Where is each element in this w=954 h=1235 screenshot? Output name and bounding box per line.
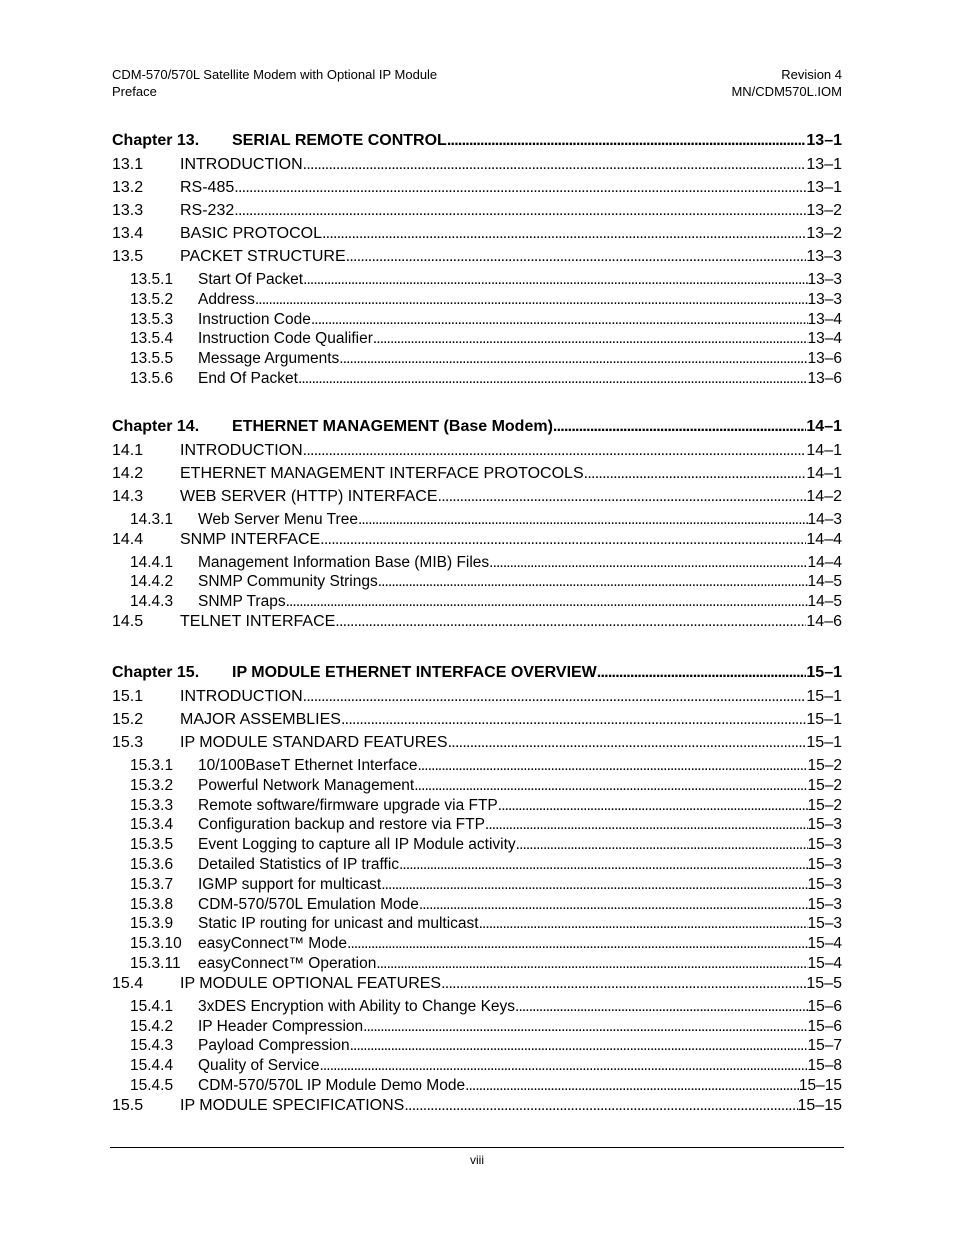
- dot-leader: [320, 531, 806, 549]
- toc-entry-title: Web Server Menu Tree: [198, 510, 358, 528]
- dot-leader: [358, 511, 808, 529]
- toc-entry-title: End Of Packet: [198, 369, 298, 387]
- dot-leader: [350, 1037, 808, 1055]
- toc-entry-title: BASIC PROTOCOL: [180, 225, 322, 242]
- toc-entry[interactable]: [112, 915, 842, 935]
- toc-entry[interactable]: [112, 330, 842, 350]
- toc-entry-number: 15.4.4: [130, 1057, 174, 1075]
- dot-leader: [341, 711, 806, 729]
- dot-leader: [515, 998, 807, 1016]
- toc-entry-page: 14–2: [806, 487, 842, 505]
- dot-leader: [363, 1018, 807, 1036]
- toc-entry-number: 14.4: [112, 530, 144, 548]
- toc-entry-title: easyConnect™ Mode: [198, 935, 348, 953]
- toc-entry-page: 14–5: [807, 593, 842, 611]
- toc-entry-page: 13–6: [807, 350, 842, 368]
- dot-leader: [339, 350, 807, 368]
- toc-entry-number: 14.4.2: [130, 573, 174, 591]
- toc-entry-number: 15.3.11: [130, 954, 181, 972]
- toc-entry-number: 13.3: [112, 202, 144, 219]
- toc-entry-page: 14–3: [807, 510, 842, 528]
- dot-leader: [399, 856, 808, 874]
- toc-entry-page: 15–3: [807, 915, 842, 933]
- toc-entry-title: Message Arguments: [198, 350, 340, 368]
- toc-entry[interactable]: [112, 225, 842, 248]
- toc-entry-page: 14–1: [806, 417, 842, 435]
- toc-entry-page: 15–3: [807, 895, 842, 913]
- toc-entry-title: SERIAL REMOTE CONTROL: [232, 132, 447, 149]
- toc-entry-number: 14.3: [112, 487, 144, 505]
- dot-leader: [584, 465, 807, 483]
- toc-entry-title: RS-485: [180, 179, 235, 196]
- toc-entry-number: 15.3.5: [130, 836, 174, 854]
- toc-entry-page: 15–8: [807, 1057, 842, 1075]
- toc-entry-page: 15–4: [807, 935, 842, 953]
- toc-entry[interactable]: [112, 370, 842, 390]
- dot-leader: [376, 955, 807, 973]
- toc-entry-page: 15–2: [807, 796, 842, 814]
- toc-entry-number: 14.1: [112, 441, 144, 459]
- toc-entry[interactable]: [112, 511, 842, 531]
- toc-entry-number: 13.2: [112, 179, 144, 196]
- chapter-spacer: [112, 390, 842, 418]
- toc-entry[interactable]: [112, 1097, 842, 1120]
- toc-entry-number: 13.1: [112, 156, 144, 173]
- toc-entry-number: 15.4: [112, 974, 144, 992]
- toc-entry-title: IP MODULE ETHERNET INTERFACE OVERVIEW: [232, 663, 597, 681]
- dot-leader: [465, 1077, 799, 1095]
- toc-entry-page: 15–3: [807, 855, 842, 873]
- dot-leader: [479, 915, 808, 933]
- dot-leader: [498, 797, 808, 815]
- toc-entry-number: 15.3.9: [130, 915, 174, 933]
- toc-entry-title: IP Header Compression: [198, 1017, 364, 1035]
- dot-leader: [346, 248, 807, 266]
- dot-leader: [417, 757, 807, 775]
- toc-entry[interactable]: [112, 442, 842, 465]
- dot-leader: [303, 442, 807, 460]
- toc-entry-page: 13–4: [807, 330, 842, 348]
- toc-entry-number: 13.5.6: [130, 369, 174, 387]
- toc-entry-page: 15–3: [807, 875, 842, 893]
- toc-entry[interactable]: [112, 271, 842, 291]
- toc-entry[interactable]: [112, 1037, 842, 1057]
- toc-entry-number: 13.5.5: [130, 350, 174, 368]
- toc-entry-page: 13–1: [806, 179, 842, 196]
- toc-entry-title: RS-232: [180, 202, 235, 219]
- toc-entry-page: 15–5: [806, 974, 842, 992]
- toc-entry-page: 14–4: [806, 530, 842, 548]
- toc-entry-page: 13–2: [806, 225, 842, 242]
- toc-entry-number: 15.3.4: [130, 816, 174, 834]
- dot-leader: [322, 225, 806, 243]
- toc-entry-title: Event Logging to capture all IP Module activity: [198, 836, 516, 854]
- toc-entry-title: Address: [198, 290, 255, 308]
- dot-leader: [553, 418, 807, 436]
- toc-entry-title: easyConnect™ Operation: [198, 954, 377, 972]
- toc-entry-number: 13.5.4: [130, 330, 174, 348]
- toc-entry[interactable]: [112, 593, 842, 613]
- toc-entry-title: CDM-570/570L Emulation Mode: [198, 895, 419, 913]
- dot-leader: [347, 935, 807, 953]
- dot-leader: [303, 271, 807, 289]
- toc-entry-title: INTRODUCTION: [180, 441, 303, 459]
- toc-entry-number: Chapter 15.: [112, 663, 200, 681]
- toc-entry-number: Chapter 13.: [112, 132, 200, 149]
- toc-entry-title: IP MODULE OPTIONAL FEATURES: [180, 974, 442, 992]
- toc-entry-page: 14–5: [807, 573, 842, 591]
- toc-entry[interactable]: [112, 797, 842, 817]
- toc-entry-title: SNMP Traps: [198, 593, 286, 611]
- toc-entry-number: 15.4.2: [130, 1017, 174, 1035]
- dot-leader: [255, 291, 808, 309]
- dot-leader: [448, 734, 807, 752]
- toc-entry-title: MAJOR ASSEMBLIES: [180, 710, 341, 728]
- toc-entry[interactable]: [112, 757, 842, 777]
- toc-entry-number: 15.5: [112, 1096, 144, 1114]
- toc-entry-page: 13–2: [806, 202, 842, 219]
- toc-entry[interactable]: [112, 179, 842, 202]
- toc-entry-page: 13–1: [806, 132, 842, 149]
- toc-entry-page: 15–15: [798, 1076, 842, 1094]
- toc-entry[interactable]: [112, 202, 842, 225]
- toc-entry-number: 15.4.5: [130, 1076, 174, 1094]
- dot-leader: [303, 688, 807, 706]
- toc-entry-title: SNMP INTERFACE: [180, 530, 321, 548]
- toc-entry-title: Static IP routing for unicast and multicast: [198, 915, 479, 933]
- toc-entry-number: 15.3.3: [130, 796, 174, 814]
- toc-entry-page: 13–6: [807, 369, 842, 387]
- toc-entry-title: INTRODUCTION: [180, 687, 303, 705]
- dot-leader: [441, 975, 806, 993]
- toc-entry[interactable]: [112, 896, 842, 916]
- toc-entry[interactable]: [112, 935, 842, 955]
- toc-entry-number: 13.5.2: [130, 290, 174, 308]
- toc-entry-number: 14.2: [112, 464, 144, 482]
- toc-entry-title: Start Of Packet: [198, 271, 304, 288]
- toc-entry-number: 14.3.1: [130, 510, 174, 528]
- toc-entry-number: 15.2: [112, 710, 144, 728]
- toc-entry-title: ETHERNET MANAGEMENT (Base Modem): [232, 417, 553, 435]
- toc-entry-number: 15.1: [112, 687, 144, 705]
- toc-entry-page: 15–1: [806, 710, 842, 728]
- toc-entry-page: 13–4: [807, 310, 842, 328]
- toc-entry-page: 15–1: [806, 687, 842, 705]
- toc-entry-number: 13.5.3: [130, 310, 174, 328]
- toc-entry-page: 13–3: [807, 271, 842, 288]
- toc-entry-title: PACKET STRUCTURE: [180, 248, 346, 265]
- toc-entry-number: 13.5.1: [130, 271, 174, 288]
- toc-entry-page: 15–2: [807, 756, 842, 774]
- toc-entry[interactable]: [112, 777, 842, 797]
- dot-leader: [319, 1057, 807, 1075]
- running-header-left: [112, 66, 437, 100]
- dot-leader: [404, 1097, 797, 1115]
- toc-entry[interactable]: [112, 955, 842, 975]
- toc-entry-title: Instruction Code: [198, 310, 311, 328]
- toc-entry[interactable]: [112, 1018, 842, 1038]
- dot-leader: [381, 876, 807, 894]
- revision-label: Revision 4: [781, 67, 842, 82]
- toc-entry-title: IP MODULE STANDARD FEATURES: [180, 733, 448, 751]
- table-of-contents: [112, 132, 842, 1120]
- toc-entry[interactable]: [112, 531, 842, 554]
- toc-entry-page: 15–7: [807, 1037, 842, 1055]
- toc-chapter-entry[interactable]: [112, 664, 842, 688]
- toc-entry[interactable]: [112, 554, 842, 574]
- toc-entry-title: Payload Compression: [198, 1037, 350, 1055]
- toc-entry-title: Detailed Statistics of IP traffic: [198, 855, 400, 873]
- toc-entry[interactable]: [112, 836, 842, 856]
- toc-entry-title: Management Information Base (MIB) Files: [198, 553, 490, 571]
- toc-entry[interactable]: [112, 465, 842, 488]
- toc-chapter-entry[interactable]: [112, 132, 842, 156]
- toc-entry-title: IGMP support for multicast: [198, 875, 382, 893]
- toc-entry-title: TELNET INTERFACE: [180, 612, 336, 630]
- dot-leader: [286, 593, 808, 611]
- toc-entry-number: 15.4.3: [130, 1037, 174, 1055]
- dot-leader: [516, 836, 808, 854]
- section-name: Preface: [112, 84, 157, 99]
- toc-entry-title: INTRODUCTION: [180, 156, 303, 173]
- toc-entry[interactable]: [112, 573, 842, 593]
- toc-entry[interactable]: [112, 734, 842, 757]
- toc-entry-title: 3xDES Encryption with Ability to Change Keys: [198, 997, 516, 1015]
- toc-entry-title: Configuration backup and restore via FTP: [198, 816, 485, 834]
- dot-leader: [311, 311, 808, 329]
- toc-entry-title: Instruction Code Qualifier: [198, 330, 373, 348]
- toc-entry-page: 15–4: [807, 954, 842, 972]
- dot-leader: [373, 330, 808, 348]
- toc-entry-title: ETHERNET MANAGEMENT INTERFACE PROTOCOLS: [180, 464, 584, 482]
- dot-leader: [438, 488, 807, 506]
- toc-entry-page: 15–1: [806, 733, 842, 751]
- toc-entry[interactable]: [112, 688, 842, 711]
- toc-entry-number: 15.3.2: [130, 776, 174, 794]
- dot-leader: [419, 896, 808, 914]
- dot-leader: [335, 613, 806, 631]
- toc-entry[interactable]: [112, 311, 842, 331]
- footer-rule: [110, 1147, 844, 1148]
- toc-entry-number: 15.4.1: [130, 997, 174, 1015]
- toc-entry[interactable]: [112, 350, 842, 370]
- document-number: MN/CDM570L.IOM: [731, 84, 842, 99]
- toc-entry-page: 15–6: [807, 997, 842, 1015]
- toc-entry-number: 15.3.1: [130, 756, 174, 774]
- toc-entry-number: 14.4.3: [130, 593, 174, 611]
- toc-entry-page: 13–1: [806, 156, 842, 173]
- toc-entry-page: 15–1: [806, 663, 842, 681]
- dot-leader: [234, 202, 806, 220]
- toc-entry-page: 15–3: [807, 836, 842, 854]
- toc-entry-number: 15.3.10: [130, 935, 182, 953]
- toc-entry-title: SNMP Community Strings: [198, 573, 378, 591]
- toc-entry-number: 15.3.6: [130, 855, 174, 873]
- toc-entry-number: 15.3.8: [130, 895, 174, 913]
- toc-entry-number: 13.5: [112, 248, 144, 265]
- dot-leader: [234, 179, 806, 197]
- toc-entry-title: CDM-570/570L IP Module Demo Mode: [198, 1076, 466, 1094]
- dot-leader: [303, 156, 807, 174]
- toc-entry-number: 14.5: [112, 612, 144, 630]
- toc-entry[interactable]: [112, 711, 842, 734]
- toc-entry[interactable]: [112, 248, 842, 271]
- toc-entry-page: 14–6: [806, 612, 842, 630]
- toc-entry-page: 13–3: [806, 248, 842, 265]
- toc-entry[interactable]: [112, 816, 842, 836]
- toc-entry-page: 14–4: [807, 553, 842, 571]
- toc-entry[interactable]: [112, 156, 842, 179]
- toc-entry[interactable]: [112, 1057, 842, 1077]
- toc-entry[interactable]: [112, 291, 842, 311]
- toc-entry-title: IP MODULE SPECIFICATIONS: [180, 1096, 405, 1114]
- dot-leader: [447, 132, 807, 150]
- dot-leader: [414, 777, 807, 795]
- dot-leader: [485, 816, 808, 834]
- toc-entry-title: 10/100BaseT Ethernet Interface: [198, 756, 418, 774]
- toc-entry-page: 14–1: [806, 464, 842, 482]
- chapter-spacer: [112, 636, 842, 664]
- toc-entry-page: 14–1: [806, 441, 842, 459]
- toc-entry[interactable]: [112, 975, 842, 998]
- dot-leader: [298, 370, 808, 388]
- toc-entry-page: 15–2: [807, 776, 842, 794]
- toc-entry-number: 13.4: [112, 225, 144, 242]
- toc-chapter-entry[interactable]: [112, 418, 842, 442]
- page-number: viii: [470, 1153, 484, 1167]
- toc-entry-page: 15–6: [807, 1017, 842, 1035]
- toc-entry-page: 15–3: [807, 816, 842, 834]
- toc-entry-title: Powerful Network Management: [198, 776, 415, 794]
- toc-entry-title: Remote software/firmware upgrade via FTP: [198, 796, 498, 814]
- toc-entry[interactable]: [112, 613, 842, 636]
- toc-entry-page: 13–3: [807, 290, 842, 308]
- toc-entry-number: 15.3.7: [130, 875, 174, 893]
- toc-entry[interactable]: [112, 856, 842, 876]
- toc-entry-number: 15.3: [112, 733, 144, 751]
- toc-entry-number: 14.4.1: [130, 553, 174, 571]
- toc-entry[interactable]: [112, 876, 842, 896]
- toc-entry[interactable]: [112, 998, 842, 1018]
- dot-leader: [489, 554, 807, 572]
- toc-entry-number: Chapter 14.: [112, 417, 200, 435]
- toc-entry-title: WEB SERVER (HTTP) INTERFACE: [180, 487, 438, 505]
- toc-entry-page: 15–15: [797, 1096, 842, 1114]
- toc-entry-title: Quality of Service: [198, 1057, 320, 1075]
- running-header-right: [731, 66, 842, 100]
- toc-entry[interactable]: [112, 488, 842, 511]
- dot-leader: [597, 664, 807, 682]
- document-title: CDM-570/570L Satellite Modem with Optional IP Module: [112, 67, 438, 82]
- dot-leader: [378, 573, 808, 591]
- toc-entry[interactable]: [112, 1077, 842, 1097]
